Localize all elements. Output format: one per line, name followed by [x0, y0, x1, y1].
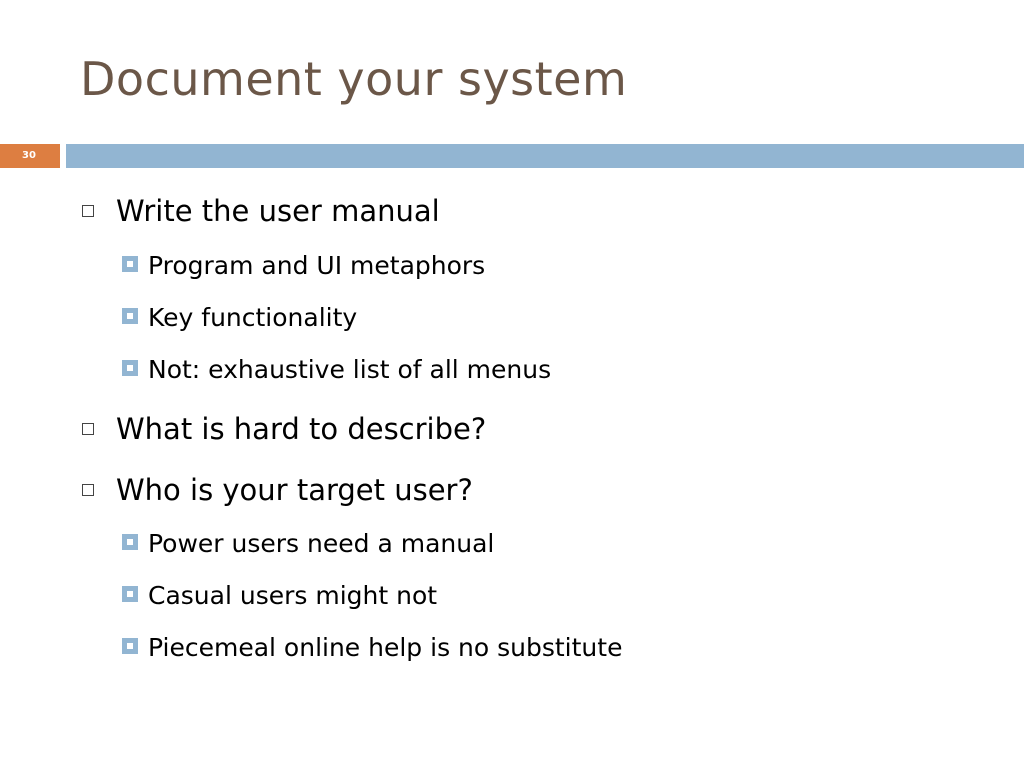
bullet-item [82, 412, 486, 446]
square-bullet-icon [122, 586, 138, 602]
hollow-square-bullet-icon [82, 423, 94, 435]
sub-bullet-text: Program and UI metaphors [148, 251, 486, 280]
sub-bullet-item [122, 251, 485, 280]
sub-bullet-text: Casual users might not [148, 581, 438, 610]
bullet-text: Who is your target user? [116, 473, 473, 507]
sub-bullet-text: Key functionality [148, 303, 358, 332]
square-bullet-icon [122, 360, 138, 376]
sub-bullet-item [122, 303, 357, 332]
sub-bullet-text: Power users need a manual [148, 529, 495, 558]
square-bullet-icon [122, 308, 138, 324]
bullet-item [82, 194, 440, 228]
bullet-text: Write the user manual [116, 194, 440, 228]
square-bullet-icon [122, 638, 138, 654]
hollow-square-bullet-icon [82, 205, 94, 217]
square-bullet-icon [122, 534, 138, 550]
square-bullet-icon [122, 256, 138, 272]
sub-bullet-text: Not: exhaustive list of all menus [148, 355, 552, 384]
sub-bullet-item [122, 529, 494, 558]
hollow-square-bullet-icon [82, 484, 94, 496]
slide-title: Document your system [80, 52, 628, 106]
sub-bullet-text: Piecemeal online help is no substitute [148, 633, 623, 662]
sub-bullet-item [122, 581, 437, 610]
bullet-item [82, 473, 473, 507]
bullet-text: What is hard to describe? [116, 412, 487, 446]
slide-number: 30 [22, 150, 36, 161]
sub-bullet-item [122, 633, 622, 662]
sub-bullet-item [122, 355, 551, 384]
